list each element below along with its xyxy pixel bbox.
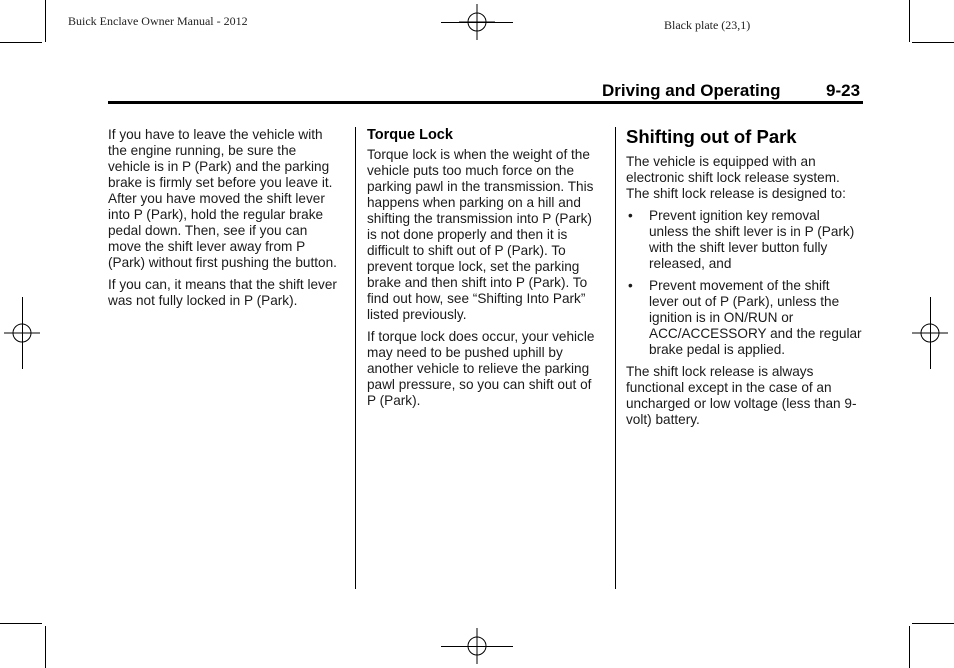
crop-mark-bottom-left-horizontal: [0, 623, 42, 624]
registration-line-left: [22, 297, 23, 369]
bullet-icon: •: [628, 278, 633, 293]
crop-mark-top-left-vertical: [45, 0, 46, 42]
bullet-icon: •: [628, 208, 633, 223]
column-3: [626, 127, 862, 434]
column-divider: [355, 127, 356, 589]
list-item: [626, 208, 862, 272]
print-header-title: Buick Enclave Owner Manual - 2012: [68, 14, 248, 28]
paragraph: The shift lock release is always functional except in the case of an uncharged or low voltage (less than 9-volt) battery.: [626, 364, 857, 427]
subheading-torque-lock: Torque Lock: [367, 127, 453, 143]
column-1: [108, 127, 340, 315]
list-item: [626, 278, 862, 358]
heading-shifting-out-of-park: Shifting out of Park: [626, 126, 797, 147]
paragraph: The vehicle is equipped with an electronic shift lock release system. The shift lock release is designed to:: [626, 154, 846, 201]
crop-mark-top-right-vertical: [909, 0, 910, 42]
column-divider: [615, 127, 616, 589]
paragraph: Torque lock is when the weight of the vehicle puts too much force on the parking pawl in the transmission. This happens when parking on a hill and shifting the transmission into P (Park) is not done properly and then it is difficult to shift out of P (Park). To prevent torque lock, set the parking brake and then shift into P (Park). To find out how, see “Shifting Into Park” listed previously.: [367, 147, 594, 322]
crop-mark-top-left-horizontal: [0, 42, 42, 43]
crop-mark-bottom-left-vertical: [45, 626, 46, 668]
list-item-text: Prevent movement of the shift lever out of P (Park), unless the ignition is in ON/RUN or ACC/ACCESSORY and the regular brake pedal is applied.: [649, 278, 862, 357]
bullet-list: [626, 208, 862, 358]
crop-mark-bottom-right-vertical: [909, 626, 910, 668]
paragraph: If torque lock does occur, your vehicle may need to be pushed uphill by another vehicle to relieve the parking pawl pressure, so you can shift out of P (Park).: [367, 329, 595, 408]
list-item-text: Prevent ignition key removal unless the shift lever is in P (Park) with the shift lever button fully released, and: [649, 208, 855, 271]
registration-line-bottom: [441, 646, 513, 647]
page-number: 9-23: [826, 81, 861, 100]
column-2: [367, 127, 603, 415]
paragraph: If you can, it means that the shift lever was not fully locked in P (Park).: [108, 277, 337, 308]
print-header-plate: Black plate (23,1): [664, 18, 751, 32]
paragraph: If you have to leave the vehicle with the engine running, be sure the vehicle is in P (Park) and the parking brake is firmly set before you leave it. After you have moved the shift lever into P (Park), hold the regular brake pedal down. Then, see if you can move the shift lever away from P (Park) without first pushing the button.: [108, 127, 337, 270]
registration-line-top: [441, 22, 513, 23]
registration-line-right: [930, 297, 931, 369]
crop-mark-top-right-horizontal: [912, 42, 954, 43]
section-title: Driving and Operating: [602, 81, 781, 100]
header-rule: [108, 101, 863, 104]
crop-mark-bottom-right-horizontal: [912, 623, 954, 624]
